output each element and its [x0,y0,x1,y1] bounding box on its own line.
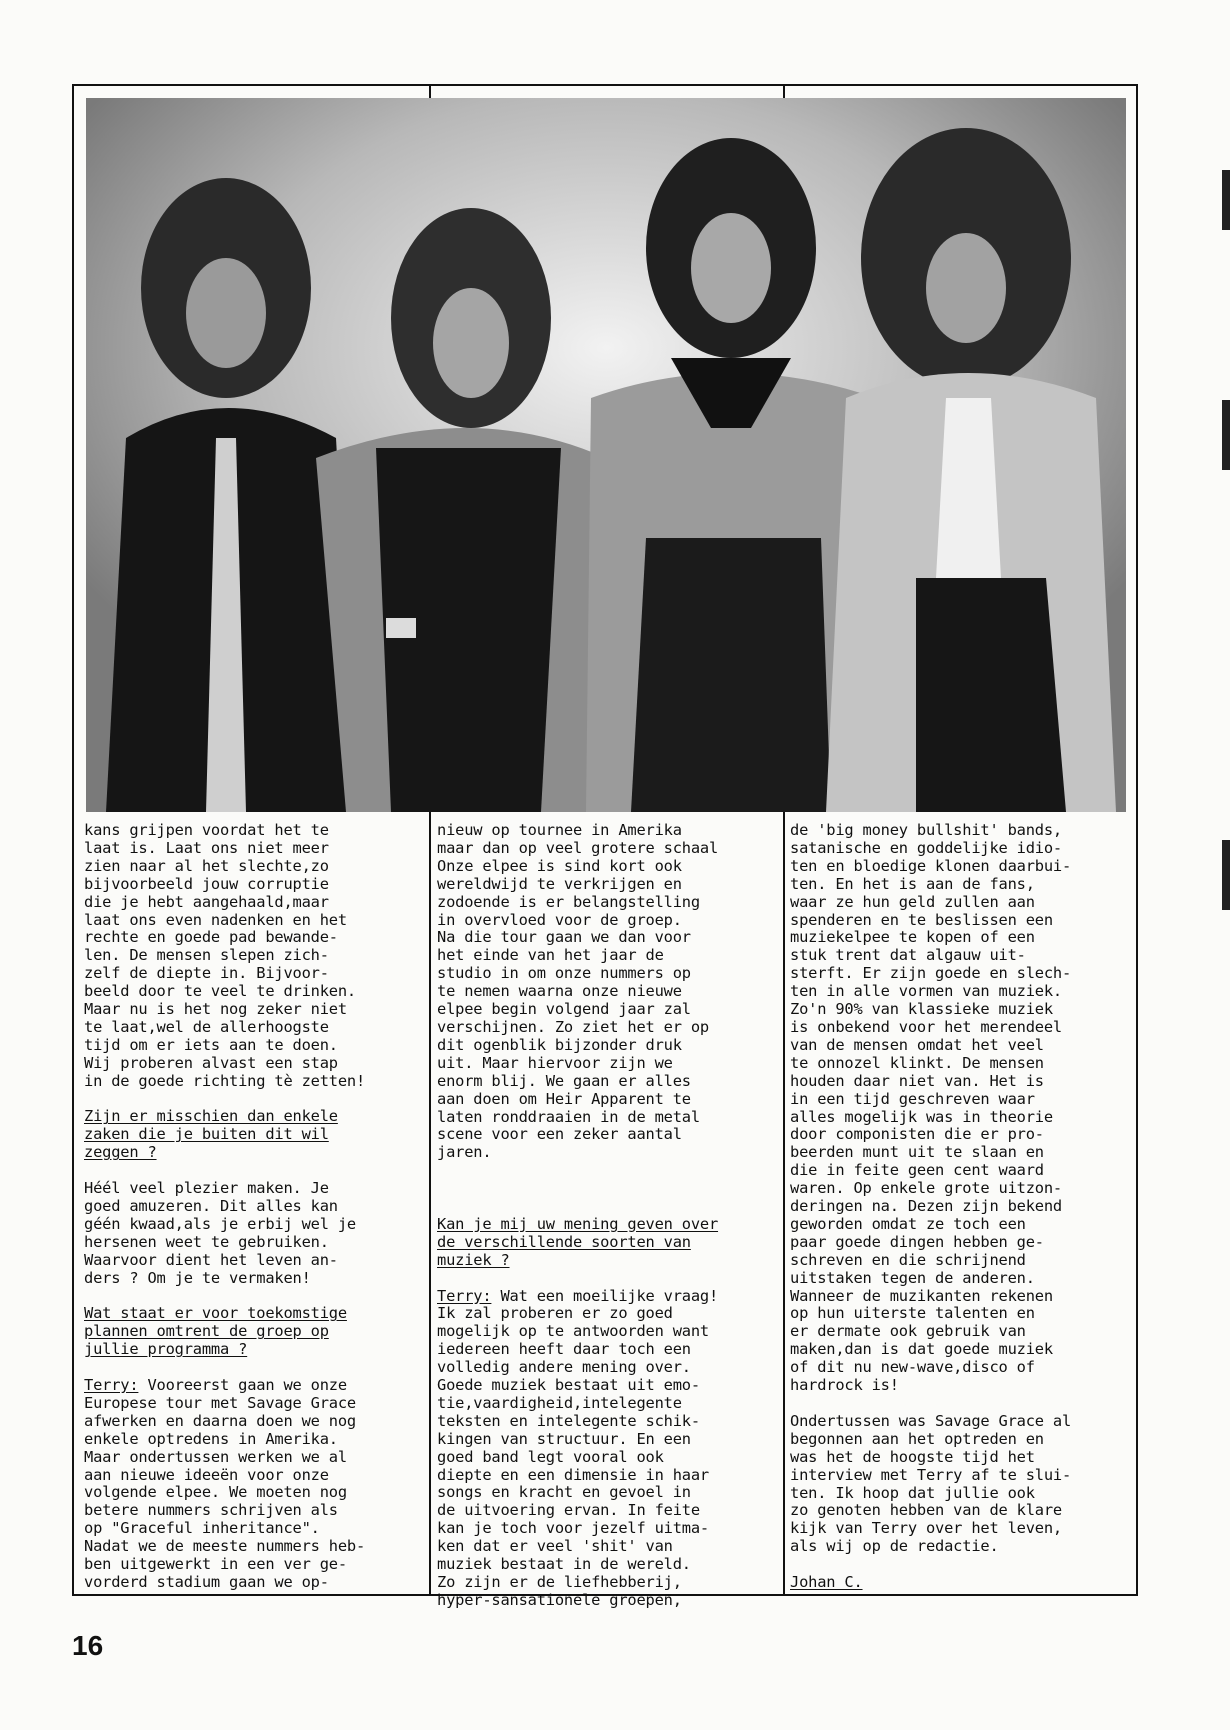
text-line: ten. En het is aan de fans, [790,874,1035,893]
band-photo [86,98,1126,812]
text-line: Ik zal proberen er zo goed [437,1304,673,1323]
text-line: de verschillende soorten van [437,1232,691,1251]
text-line: jullie programma ? [84,1340,248,1359]
text-line: zeggen ? [84,1143,157,1162]
text-line: beerden munt uit te slaan en [790,1143,1044,1162]
text-line: begonnen aan het optreden en [790,1429,1044,1448]
text-line: laat ons even nadenken en het [84,910,347,929]
text-line: mogelijk op te antwoorden want [437,1322,709,1341]
text-line: plannen omtrent de groep op [84,1322,329,1341]
text-line: te nemen waarna onze nieuwe [437,982,682,1001]
text-line: dit ogenblik bijzonder druk [437,1035,682,1054]
text-line: volledig andere mening over. [437,1358,691,1377]
text-line: enorm blij. We gaan er alles [437,1071,691,1090]
paragraph-gap [437,1180,767,1198]
text-line: teksten en intelegente schik- [437,1411,700,1430]
page-edge-mark [1222,840,1230,910]
text-line: iedereen heeft daar toch een [437,1340,691,1359]
text-line: maar dan op veel grotere schaal [437,838,719,857]
text-line: rechte en goede pad bewande- [84,928,338,947]
text-line: kingen van structuur. En een [437,1429,691,1448]
text-line: deringen na. Dezen zijn bekend [790,1197,1062,1216]
text-line: op "Graceful inheritance". [84,1519,320,1538]
text-line: maken,dan is dat goede muziek [790,1340,1053,1359]
article-paragraph [84,1377,414,1592]
text-line: ten in alle vormen van muziek. [790,982,1062,1001]
text-line: tie,vaardigheid,intelegente [437,1393,682,1412]
text-line: laten ronddraaien in de metal [437,1107,700,1126]
text-line: Maar nu is het nog zeker niet [84,1000,347,1019]
text-line: zelf de diepte in. Bijvoor- [84,964,329,983]
text-line: ben uitgewerkt in een ver ge- [84,1555,347,1574]
text-line: is onbekend voor het merendeel [790,1017,1062,1036]
author-signature [790,1574,1120,1592]
article-paragraph [437,1288,767,1610]
page-edge-mark [1222,170,1230,230]
speaker-label: Terry: [84,1376,139,1395]
text-line: door componisten die er pro- [790,1125,1044,1144]
text-line: satanische en goddelijke idio- [790,838,1062,857]
band-photo-icon [86,98,1126,812]
text-line: te onnozel klinkt. De mensen [790,1053,1044,1072]
text-line: verschijnen. Zo ziet het er op [437,1017,709,1036]
text-line: tijd om er iets aan te doen. [84,1035,338,1054]
article-paragraph [437,822,767,1162]
text-line: nieuw op tournee in Amerika [437,821,682,839]
interview-question [84,1305,414,1359]
text-line: Vooreerst gaan we onze [138,1376,347,1395]
text-line: kijk van Terry over het leven, [790,1519,1062,1538]
article-paragraph [790,1413,1120,1556]
text-line: Nadat we de meeste nummers heb- [84,1537,366,1556]
text-line: sterft. Er zijn goede en slech- [790,964,1072,983]
text-line: Wat een moeilijke vraag! [491,1286,719,1305]
text-line: Wij proberen alvast een stap [84,1053,338,1072]
text-line: ders ? Om je te vermaken! [84,1268,311,1287]
text-line: in overvloed voor de groep. [437,910,682,929]
article-paragraph [790,822,1120,1395]
text-line: paar goede dingen hebben ge- [790,1232,1044,1251]
text-line: Maar ondertussen werken we al [84,1447,347,1466]
text-line: in een tijd geschreven waar [790,1089,1035,1108]
text-line: in de goede richting tè zetten! [84,1071,366,1090]
text-line: ten. Ik hoop dat jullie ook [790,1483,1035,1502]
text-line: betere nummers schrijven als [84,1501,338,1520]
text-line: zo genoten hebben van de klare [790,1501,1062,1520]
text-line: studio in om onze nummers op [437,964,691,983]
text-line: Europese tour met Savage Grace [84,1393,356,1412]
text-line: ken dat er veel 'shit' van [437,1537,673,1556]
article-column-2 [437,822,767,1610]
text-line: diepte en een dimensie in haar [437,1465,709,1484]
text-line: die in feite geen cent waard [790,1161,1044,1180]
text-line: kan je toch voor jezelf uitma- [437,1519,709,1538]
text-line: geworden omdat ze toch een [790,1214,1026,1233]
text-line: Ondertussen was Savage Grace al [790,1411,1072,1430]
text-line: er dermate ook gebruik van [790,1322,1026,1341]
text-line: aan doen om Heir Apparent te [437,1089,691,1108]
text-line: afwerken en daarna doen we nog [84,1411,356,1430]
text-line: Waarvoor dient het leven an- [84,1250,338,1269]
text-line: laat is. Laat ons niet meer [84,838,329,857]
text-line: enkele optredens in Amerika. [84,1429,338,1448]
text-line: Wanneer de muzikanten rekenen [790,1286,1053,1305]
text-line: goed band legt vooral ook [437,1447,664,1466]
text-line: was het de hoogste tijd het [790,1447,1035,1466]
text-line: aan nieuwe ideeën voor onze [84,1465,329,1484]
text-line: wereldwijd te verkrijgen en [437,874,682,893]
text-line: muziek ? [437,1250,510,1269]
text-line: Johan C. [790,1573,863,1592]
text-line: als wij op de redactie. [790,1537,999,1556]
text-line: beeld door te veel te drinken. [84,982,356,1001]
text-line: Kan je mij uw mening geven over [437,1214,719,1233]
text-line: muziekelpee te kopen of een [790,928,1035,947]
text-line: ten en bloedige klonen daarbui- [790,856,1072,875]
text-line: zodoende is er belangstelling [437,892,700,911]
text-line: de uitvoering ervan. In feite [437,1501,700,1520]
text-line: Goede muziek bestaat uit emo- [437,1376,700,1395]
text-line: die je hebt aangehaald,maar [84,892,329,911]
text-line: alles mogelijk was in theorie [790,1107,1053,1126]
text-line: vorderd stadium gaan we op- [84,1573,329,1591]
text-line: waren. Op enkele grote uitzon- [790,1179,1062,1198]
speaker-label: Terry: [437,1286,492,1305]
article-paragraph [84,1180,414,1287]
text-line: te laat,wel de allerhoogste [84,1017,329,1036]
text-line: zaken die je buiten dit wil [84,1125,329,1144]
text-line: waar ze hun geld zullen aan [790,892,1035,911]
text-line: songs en kracht en gevoel in [437,1483,691,1502]
article-column-1 [84,822,414,1592]
text-line: of dit nu new-wave,disco of [790,1358,1035,1377]
text-line: kans grijpen voordat het te [84,821,329,839]
text-line: het einde van het jaar de [437,946,664,965]
text-line: muziek bestaat in de wereld. [437,1555,691,1574]
text-line: de 'big money bullshit' bands, [790,821,1062,839]
article-column-3 [790,822,1120,1592]
text-line: len. De mensen slepen zich- [84,946,329,965]
text-line: uitstaken tegen de anderen. [790,1268,1035,1287]
text-line: schreven en die schrijnend [790,1250,1026,1269]
text-line: elpee begin volgend jaar zal [437,1000,691,1019]
text-line: hersenen weet te gebruiken. [84,1232,329,1251]
text-line: Zo'n 90% van klassieke muziek [790,1000,1053,1019]
text-line: géén kwaad,als je erbij wel je [84,1214,356,1233]
text-line: Zijn er misschien dan enkele [84,1107,338,1126]
text-line: jaren. [437,1143,492,1162]
interview-question [437,1216,767,1270]
text-line: Na die tour gaan we dan voor [437,928,691,947]
text-line: uit. Maar hiervoor zijn we [437,1053,673,1072]
text-line: van de mensen omdat het veel [790,1035,1044,1054]
text-line: Onze elpee is sind kort ook [437,856,682,875]
text-line: op hun uiterste talenten en [790,1304,1035,1323]
text-line: hyper-sansationele groepen, [437,1590,682,1609]
page-edge-mark [1222,400,1230,470]
page-number: 16 [72,1630,104,1661]
text-line: interview met Terry af te slui- [790,1465,1072,1484]
text-line: hardrock is! [790,1376,899,1395]
text-line: volgende elpee. We moeten nog [84,1483,347,1502]
text-line: bijvoorbeeld jouw corruptie [84,874,329,893]
interview-question [84,1108,414,1162]
text-line: Héél veel plezier maken. Je [84,1179,329,1198]
article-frame [72,84,1138,1609]
article-paragraph [84,822,414,1091]
text-line: spenderen en te beslissen een [790,910,1053,929]
text-line: Wat staat er voor toekomstige [84,1304,347,1323]
text-line: scene voor een zeker aantal [437,1125,682,1144]
text-line: houden daar niet van. Het is [790,1071,1044,1090]
text-line: stuk trent dat algauw uit- [790,946,1026,965]
text-line: zien naar al het slechte,zo [84,856,329,875]
text-line: Zo zijn er de liefhebberij, [437,1573,682,1592]
text-line: goed amuzeren. Dit alles kan [84,1197,338,1215]
